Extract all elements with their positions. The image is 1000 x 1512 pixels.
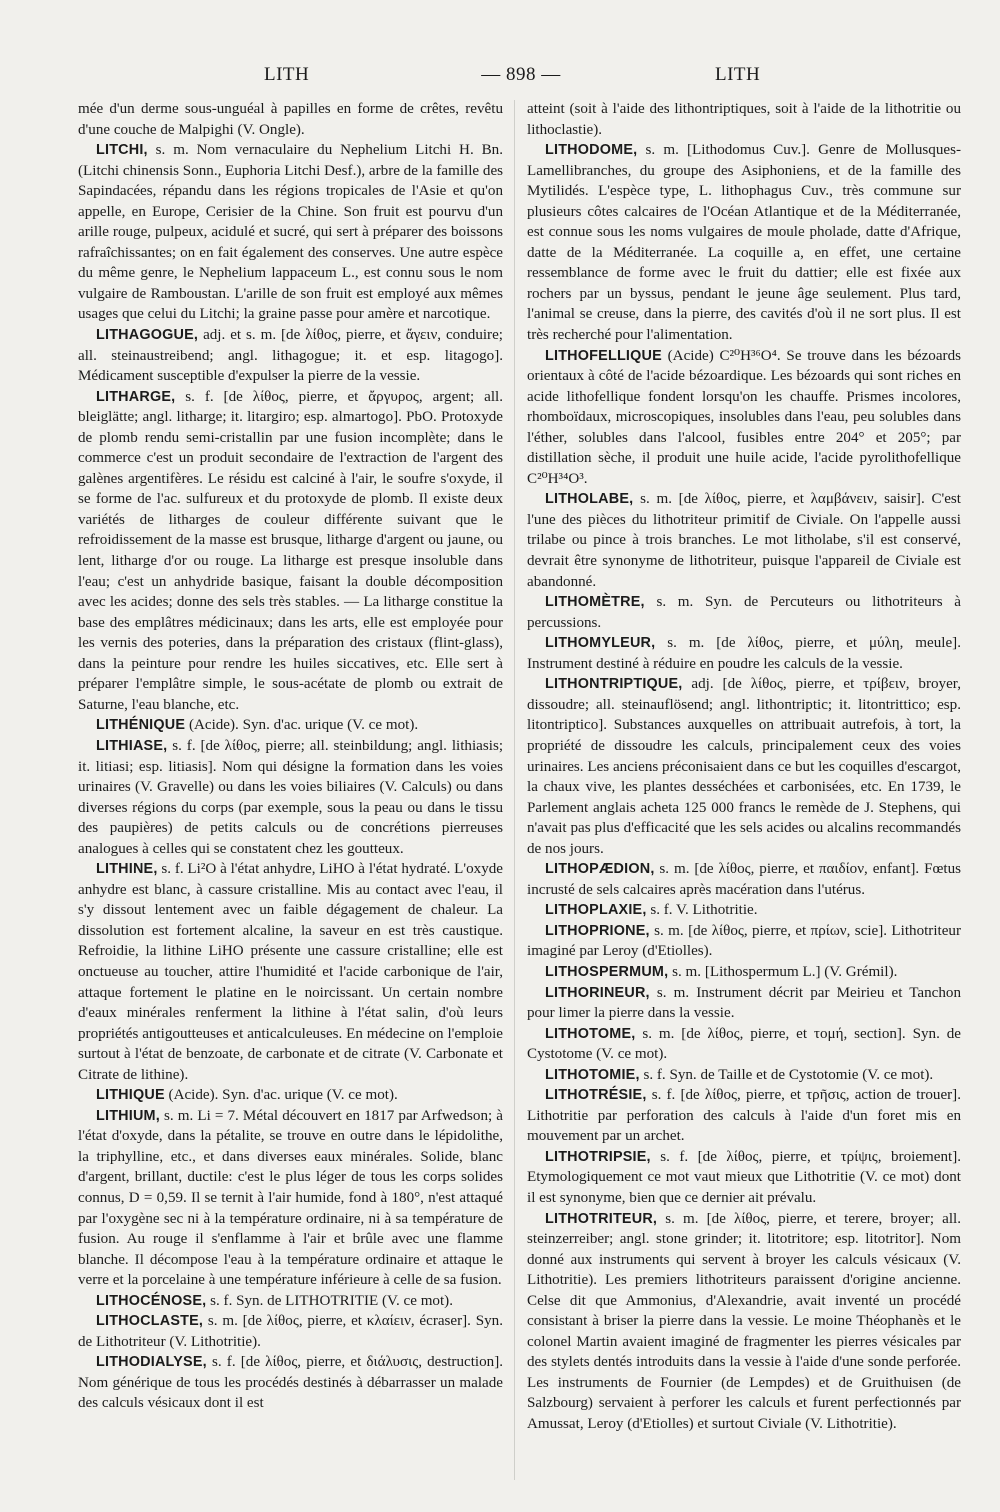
dictionary-entry bbox=[527, 1147, 961, 1209]
dictionary-entry bbox=[527, 592, 961, 633]
entry-headword: LITHOTOME, bbox=[545, 1025, 636, 1042]
entry-headword: LITHOCÉNOSE, bbox=[96, 1292, 207, 1309]
running-header bbox=[78, 58, 963, 88]
entry-definition: s. f. Syn. de Taille et de Cystotomie (V. ce mot). bbox=[643, 1066, 934, 1083]
entry-definition: adj. [de λίθος, pierre, et τρίβειν, broyer, dissoudre; all. steinauflösend; angl. lithontriptic; it. litontrittico; esp. litontriptico]. Substances auxquelles on attribuait autrefois, à tort, la propriété de dissoudre les calculs, principalement ceux des voies urinaires. Les anciens préconisaient dans ce but les coquilles d'escargot, la chaux vive, les plantes desséchées et carbonisées, etc. En 1739, le Parlement anglais acheta 125 000 francs le remède de J. Stephens, qui n'avait pas plus d'efficacité que les sels acides ou alcalins recommandés de nos jours. bbox=[527, 676, 961, 857]
entry-definition: (Acide). Syn. d'ac. urique (V. ce mot). bbox=[188, 717, 419, 734]
entry-definition: s. f. [de λίθος, pierre, et τρῆσις, action de trouer]. Lithotritie par perforation des calculs à l'aide d'un foret mis en mouvement par un archet. bbox=[527, 1087, 961, 1145]
left-column bbox=[78, 99, 503, 1484]
dictionary-entry bbox=[527, 1209, 961, 1435]
entry-definition: s. f. [de λίθος, pierre; all. steinbildung; angl. lithiasis; it. litiasi; esp. litiasis]. Nom qui désigne la formation dans les voies urinaires (V. Gravelle) ou dans les voies biliaires (V. Calculs) ou dans diverses régions du corps (par exemple, sous la peau ou dans le tissu des paupières) de petits calculs ou de concrétions pierreuses analogues à celles qui se constatent chez les goutteux. bbox=[78, 737, 503, 857]
dictionary-entry bbox=[527, 140, 961, 345]
right-column bbox=[527, 99, 961, 1484]
dictionary-entry bbox=[78, 1311, 503, 1352]
page-number: — 898 — bbox=[481, 64, 561, 85]
entry-headword: LITHOPÆDION, bbox=[545, 861, 655, 878]
entry-definition: s. m. Li = 7. Métal découvert en 1817 par Arfwedson; à l'état d'oxyde, dans la pétalite, se trouve en outre dans le lépidolithe, la triphylline, etc., et dans diverses eaux minérales. Solide, blanc d'argent, brillant, ductile: c'est le plus léger de tous les corps solides connus, D = 0,59. Il se ternit à l'air humide, fond à 180°, n'est attaqué par l'oxygène sec ni à la température ordinaire, ni à sa température de fusion. Au rouge il s'enflamme à l'air et brûle avec une flamme blanche. Il décompose l'eau à la température ordinaire et attaque le verre et la porcelaine à une température inférieure à celle de sa fusion. bbox=[78, 1107, 503, 1289]
entry-definition: s. m. Syn. de Percuteurs ou lithotriteurs à percussions. bbox=[527, 594, 961, 631]
entry-headword: LITHOPLAXIE, bbox=[545, 902, 647, 919]
dictionary-entry bbox=[527, 633, 961, 674]
dictionary-entry bbox=[78, 387, 503, 716]
entry-definition: s. f. V. Lithotritie. bbox=[650, 902, 758, 919]
entry-definition: s. m. [de λίθος, pierre, et παιδίον, enfant]. Fœtus incrusté de sels calcaires après macération dans l'utérus. bbox=[527, 861, 961, 898]
entry-definition: (Acide). Syn. d'ac. urique (V. ce mot). bbox=[168, 1087, 398, 1104]
header-left-guideword: LITH bbox=[264, 64, 310, 85]
entry-headword: LITHORINEUR, bbox=[545, 984, 650, 1001]
entry-headword: LITHIUM, bbox=[96, 1107, 160, 1124]
dictionary-entry bbox=[78, 99, 503, 140]
entry-headword: LITCHI, bbox=[96, 142, 148, 159]
entry-definition: s. f. [de λίθος, pierre, et διάλυσις, destruction]. Nom générique de tous les procédés destinés à débarrasser un malade des calculs vésicaux dont il est bbox=[78, 1354, 503, 1412]
dictionary-entry bbox=[527, 674, 961, 859]
entry-definition: mée d'un derme sous-unguéal à papilles en forme de crêtes, revêtu d'une couche de Malpighi (V. Ongle). bbox=[78, 101, 503, 138]
entry-headword: LITHOMÈTRE, bbox=[545, 594, 645, 611]
dictionary-entry bbox=[527, 962, 961, 983]
entry-definition: s. m. [de λίθος, pierre, et terere, broyer; all. steinzerreiber; angl. stone grinder; it. litotritore; esp. litotritor]. Nom donné aux instruments qui servent à broyer les calculs vésicaux (V. Lithotritie). Les premiers lithotriteurs paraissent d'origine ancienne. Celse dit que Ammonius, d'Alexandrie, avait inventé un procédé consistant à briser la pierre dans la vessie. Le moine Théophanès et le colonel Martin avaient imaginé de fragmenter les pierres vésicales par des stylets dentés introduits dans la vessie à l'aide d'une sonde perforée. Les instruments de Fournier (de Lempdes) et de Gruithuisen (de Salzbourg) servaient à perforer les calculs et furent perfectionnés par Amussat, Leroy (d'Etiolles) et surtout Civiale (V. Lithotritie). bbox=[527, 1210, 961, 1432]
entry-headword: LITHOTRIPSIE, bbox=[545, 1148, 651, 1165]
dictionary-entry bbox=[78, 1106, 503, 1291]
entry-definition: (Acide) C²⁰H³⁶O⁴. Se trouve dans les bézoards orientaux à côté de l'acide bézoardique. Les bézoards qui sont riches en acide lithofellique fondent lorsqu'on les chauffe. Prismes incolores, rhomboïdaux, microscopiques, insolubles dans l'eau, peu solubles dans l'éther, solubles dans l'alcool, fusibles entre 204° et 205°; par distillation sèche, il produit une huile acide, l'acide pyrolithofellique C²⁰H³⁴O³. bbox=[527, 347, 961, 487]
dictionary-entry bbox=[527, 1024, 961, 1065]
entry-definition: s. m. Instrument décrit par Meirieu et Tanchon pour limer la pierre dans la vessie. bbox=[527, 984, 961, 1022]
dictionary-entry bbox=[527, 1065, 961, 1086]
entry-definition: s. m. [de λίθος, pierre, et πρίων, scie]. Lithotriteur imaginé par Leroy (d'Etiolles). bbox=[527, 922, 961, 960]
entry-definition: s. f. [de λίθος, pierre, et ἄργυρος, argent; all. bleiglätte; angl. litharge; it. litargiro; esp. almartogo]. PbO. Protoxyde de plomb rendu semi-cristallin par une fusion incomplète; dans le commerce c'est un produit secondaire de l'extraction de l'argent des galènes argentifères. Le résidu est calciné à l'air, le soufre s'oxyde, il se forme de l'ac. sulfureux et du protoxyde de plomb. Il existe deux variétés de litharges de couleur différente suivant que le refroidissement de la masse est brusque, litharge d'argent ou jaune, ou lent, litharge d'or ou rouge. La litharge est presque insoluble dans l'eau; c'est un anhydride basique, faisant la double décomposition avec les acides; donne des sels très stables. — La litharge constitue la base des emplâtres médicinaux; dans les arts, elle est employée pour les vernis des poteries, dans la préparation des cristaux (flint-glass), dans la peinture pour rendre les huiles siccatives, etc. Elle sert à préparer l'emplâtre simple, le sous-acétate de plomb ou extrait de Saturne, l'eau blanche, etc. bbox=[78, 388, 503, 713]
entry-definition: s. m. [de λίθος, pierre, et τομή, section]. Syn. de Cystotome (V. ce mot). bbox=[527, 1025, 961, 1063]
dictionary-entry bbox=[527, 900, 961, 921]
entry-definition: s. m. [de λίθος, pierre, et λαμβάνειν, saisir]. C'est l'une des pièces du lithotriteur primitif de Civiale. On l'appelle aussi trilabe ou pince à trois branches. Le mot litholabe, s'il est conservé, devrait être synonyme de lithotriteur, puisque l'appareil de Civiale est abandonné. bbox=[527, 491, 961, 590]
dictionary-entry bbox=[527, 99, 961, 140]
entry-headword: LITHOMYLEUR, bbox=[545, 635, 656, 652]
entry-definition: adj. et s. m. [de λίθος, pierre, et ἄγειν, conduire; all. steinaustreibend; angl. lithagogue; it. et esp. litagogo]. Médicament susceptible d'expulser la pierre de la vessie. bbox=[78, 327, 503, 385]
entry-headword: LITHOTOMIE, bbox=[545, 1066, 640, 1083]
entry-definition: s. f. [de λίθος, pierre, et τρίψις, broiement]. Etymologiquement ce mot vaut mieux que Lithotritie (V. ce mot) dont il est synonyme, bien que ce dernier ait prévalu. bbox=[527, 1148, 961, 1206]
entry-headword: LITHIASE, bbox=[96, 737, 168, 754]
entry-definition: s. m. [Lithospermum L.] (V. Grémil). bbox=[672, 963, 898, 980]
entry-definition: s. f. Li²O à l'état anhydre, LiHO à l'état hydraté. L'oxyde anhydre est blanc, à cassure cristalline. Mis au contact avec l'eau, il s'y dissout lentement avec un faible dégagement de chaleur. La dissolution est fortement alcaline, la saveur en est très caustique. Refroidie, la lithine LiHO présente une cassure cristalline; elle est onctueuse au toucher, attire l'humidité et l'acide carbonique de l'air, attaque fortement le platine en le noircissant. Un certain nombre d'eaux minérales renferment la lithine à l'état salin, d'où leurs propriétés antigoutteuses et anticalculeuses. En médecine on l'emploie surtout à l'état de benzoate, de carbonate et de citrate (V. Carbonate et Citrate de lithine). bbox=[78, 861, 503, 1083]
dictionary-entry bbox=[78, 325, 503, 387]
entry-headword: LITHOCLASTE, bbox=[96, 1313, 204, 1330]
entry-headword: LITHOPRIONE, bbox=[545, 922, 650, 939]
dictionary-entry bbox=[527, 983, 961, 1024]
entry-definition: s. f. Syn. de LITHOTRITIE (V. ce mot). bbox=[210, 1292, 453, 1309]
dictionary-entry bbox=[527, 921, 961, 962]
dictionary-entry bbox=[527, 859, 961, 900]
dictionary-entry bbox=[78, 1085, 503, 1106]
entry-headword: LITHARGE, bbox=[96, 388, 176, 405]
entry-definition: s. m. [de λίθος, pierre, et μύλη, meule]. Instrument destiné à réduire en poudre les calculs de la vessie. bbox=[527, 635, 961, 672]
entry-headword: LITHODOME, bbox=[545, 142, 638, 159]
entry-definition: s. m. [de λίθος, pierre, et κλαίειν, écraser]. Syn. de Lithotriteur (V. Lithotritie). bbox=[78, 1313, 503, 1350]
entry-headword: LITHOTRITEUR, bbox=[545, 1210, 658, 1227]
entry-headword: LITHÉNIQUE bbox=[96, 717, 186, 734]
dictionary-entry bbox=[527, 346, 961, 490]
entry-definition: s. m. Nom vernaculaire du Nephelium Litchi H. Bn. (Litchi chinensis Sonn., Euphoria Litchi Desf.), arbre de la famille des Sapindacées, répandu dans les régions tropicales de l'Asie et qu'on appelle, en Europe, Cerisier de la Chine. Son fruit est pourvu d'un arille rouge, pulpeux, acidulé et sucré, qui sert à préparer des boissons rafraîchissantes; on en fait également des conserves. Une autre espèce du même genre, le Nephelium lappaceum L., est connu sous le nom vulgaire de Ramboustan. L'arille de son fruit est employé aux mêmes usages que celui du Litchi; la graine passe pour amère et narcotique. bbox=[78, 142, 503, 323]
dictionary-entry bbox=[78, 140, 503, 325]
entry-definition: s. m. [Lithodomus Cuv.]. Genre de Mollusques-Lamellibranches, du groupe des Asiphoniens, et de la famille des Mytilidés. L'espèce type, L. lithophagus Cuv., très commune sur plusieurs côtes calcaires de l'Océan Atlantique et de la Méditerranée, est connue sous les noms vulgaires de moule pholade, datte d'Afrique, datte de la Méditerranée. La coquille a, en effet, une certaine ressemblance de forme avec le fruit du dattier; elle est fixée aux rochers par un byssus, pendant le jeune âge seulement. Plus tard, l'animal se creuse, dans la pierre, des cavités d'où il ne sort plus. Il est très recherché pour l'alimentation. bbox=[527, 142, 961, 344]
dictionary-entry bbox=[78, 1352, 503, 1414]
entry-headword: LITHOTRÉSIE, bbox=[545, 1087, 647, 1104]
entry-headword: LITHOFELLIQUE bbox=[545, 347, 662, 364]
entry-headword: LITHOLABE, bbox=[545, 491, 634, 508]
dictionary-entry bbox=[78, 859, 503, 1085]
dictionary-entry bbox=[78, 736, 503, 859]
entry-headword: LITHINE, bbox=[96, 861, 158, 878]
dictionary-entry bbox=[527, 489, 961, 592]
header-right-guideword: LITH bbox=[715, 64, 761, 85]
entry-definition: atteint (soit à l'aide des lithontriptiques, soit à l'aide de la lithotritie ou lithoclastie). bbox=[527, 101, 961, 138]
entry-headword: LITHIQUE bbox=[96, 1087, 165, 1104]
dictionary-entry bbox=[78, 1291, 503, 1312]
column-divider bbox=[514, 100, 515, 1480]
dictionary-entry bbox=[78, 715, 503, 736]
entry-headword: LITHOSPERMUM, bbox=[545, 963, 669, 980]
dictionary-entry bbox=[527, 1085, 961, 1147]
entry-headword: LITHODIALYSE, bbox=[96, 1354, 207, 1371]
entry-headword: LITHONTRIPTIQUE, bbox=[545, 676, 683, 693]
entry-headword: LITHAGOGUE, bbox=[96, 327, 199, 344]
